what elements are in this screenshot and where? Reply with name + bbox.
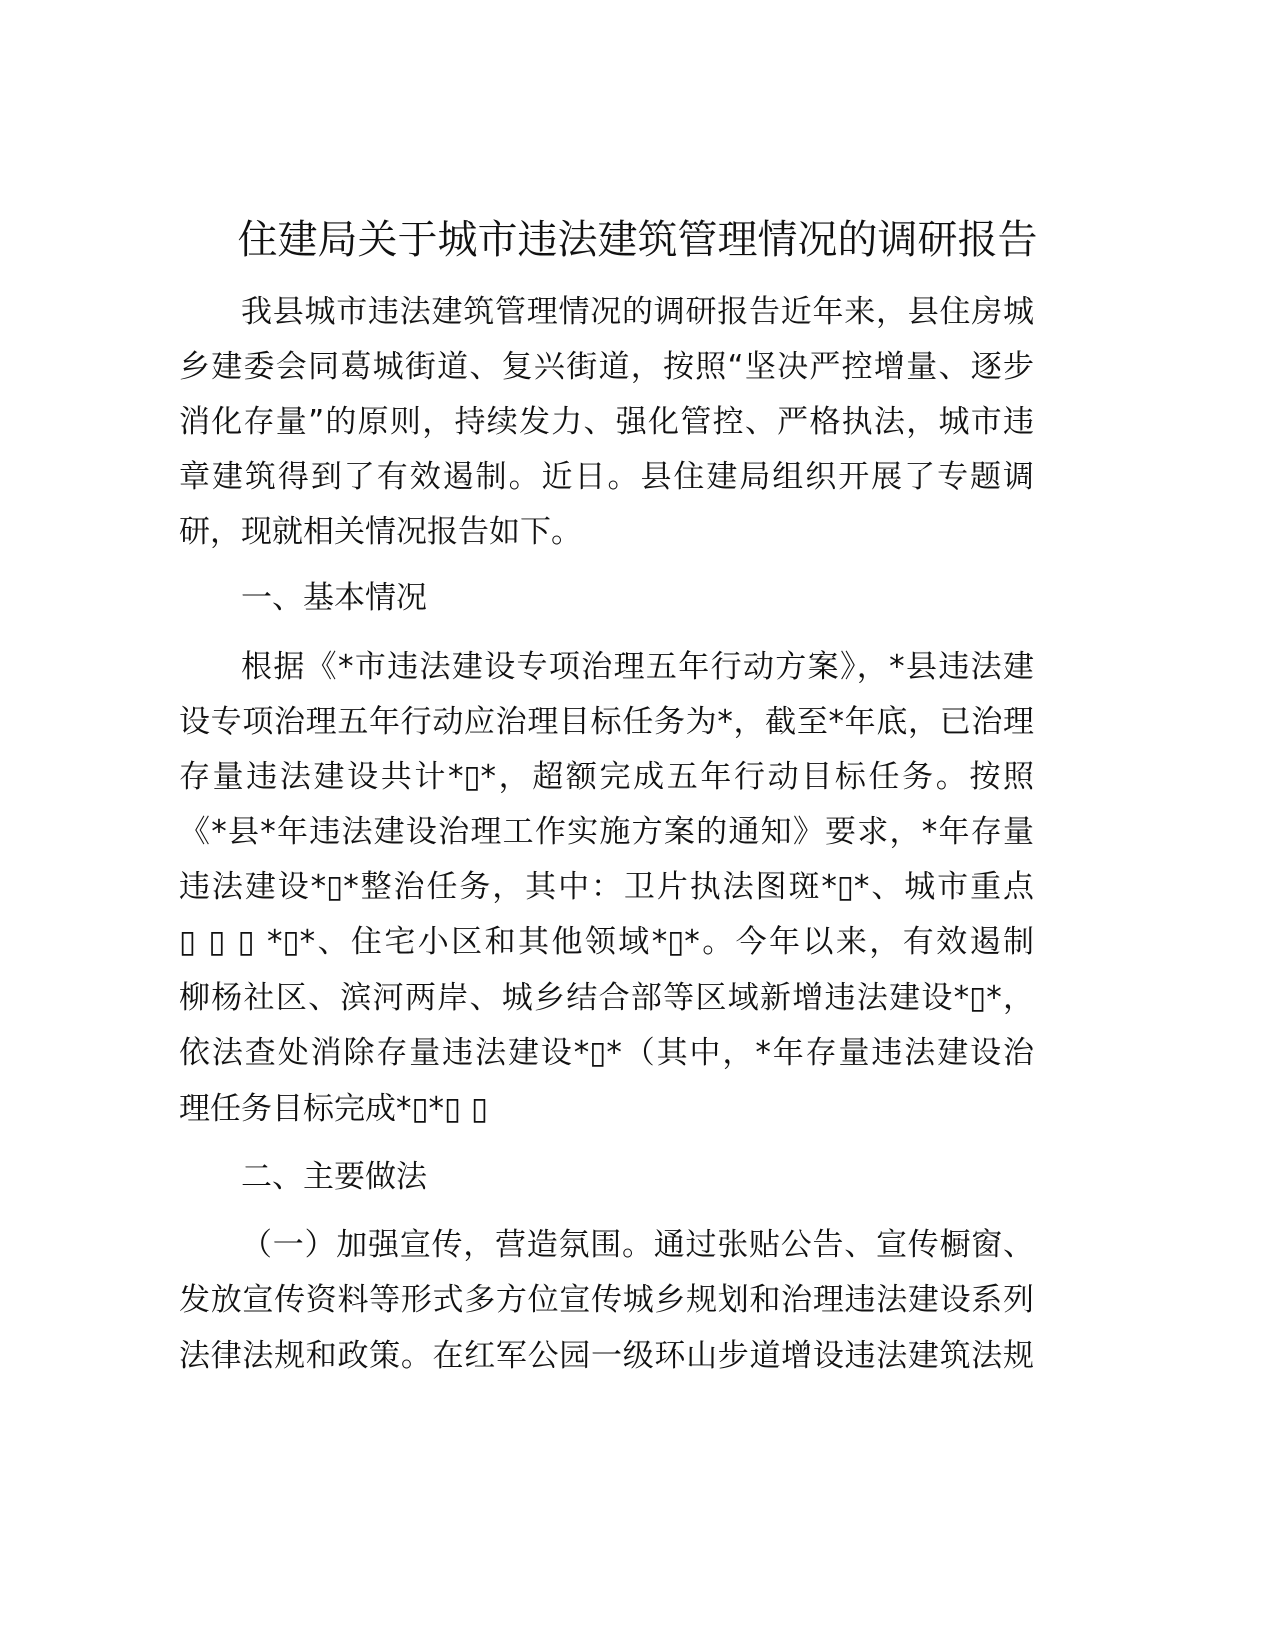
document-title: 住建局关于城市违法建筑管理情况的调研报告 bbox=[237, 217, 1038, 263]
text-line: （一）加强宣传，营造氛围。通过张贴公告、宣传橱窗、 bbox=[241, 1227, 1034, 1263]
text-line: 依法查处消除存量违法建设*▯*（其中，*年存量违法建设治 bbox=[179, 1035, 1034, 1071]
text-line: 理任务目标完成*▯*▯ ▯ bbox=[179, 1091, 489, 1127]
text-line: 《*县*年违法建设治理工作实施方案的通知》要求，*年存量 bbox=[179, 814, 1034, 850]
text-line: 章建筑得到了有效遏制。近日。县住建局组织开展了专题调 bbox=[179, 459, 1034, 495]
text-line: 研，现就相关情况报告如下。 bbox=[179, 514, 582, 550]
text-line: 发放宣传资料等形式多方位宣传城乡规划和治理违法建设系列 bbox=[179, 1282, 1034, 1318]
text-line: 设专项治理五年行动应治理目标任务为*，截至*年底，已治理 bbox=[179, 704, 1034, 740]
section-heading-2: 二、主要做法 bbox=[241, 1159, 427, 1195]
text-line: 根据《*市违法建设专项治理五年行动方案》，*县违法建 bbox=[241, 649, 1034, 685]
text-line: 法律法规和政策。在红军公园一级环山步道增设违法建筑法规 bbox=[179, 1338, 1034, 1374]
text-line: 消化存量”的原则，持续发力、强化管控、严格执法，城市违 bbox=[179, 404, 1034, 440]
text-line: 存量违法建设共计*▯*，超额完成五年行动目标任务。按照 bbox=[179, 759, 1034, 795]
section-heading-1: 一、基本情况 bbox=[241, 580, 427, 616]
text-line: 违法建设*▯*整治任务，其中：卫片执法图斑*▯*、城市重点 bbox=[179, 869, 1034, 905]
text-line: 我县城市违法建筑管理情况的调研报告近年来，县住房城 bbox=[241, 294, 1034, 330]
text-line: 乡建委会同葛城街道、复兴街道，按照“坚决严控增量、逐步 bbox=[179, 349, 1034, 385]
text-line: ▯ ▯ ▯ *▯*、住宅小区和其他领域*▯*。今年以来，有效遏制 bbox=[179, 924, 1034, 960]
text-line: 柳杨社区、滨河两岸、城乡结合部等区域新增违法建设*▯*， bbox=[179, 980, 1034, 1016]
